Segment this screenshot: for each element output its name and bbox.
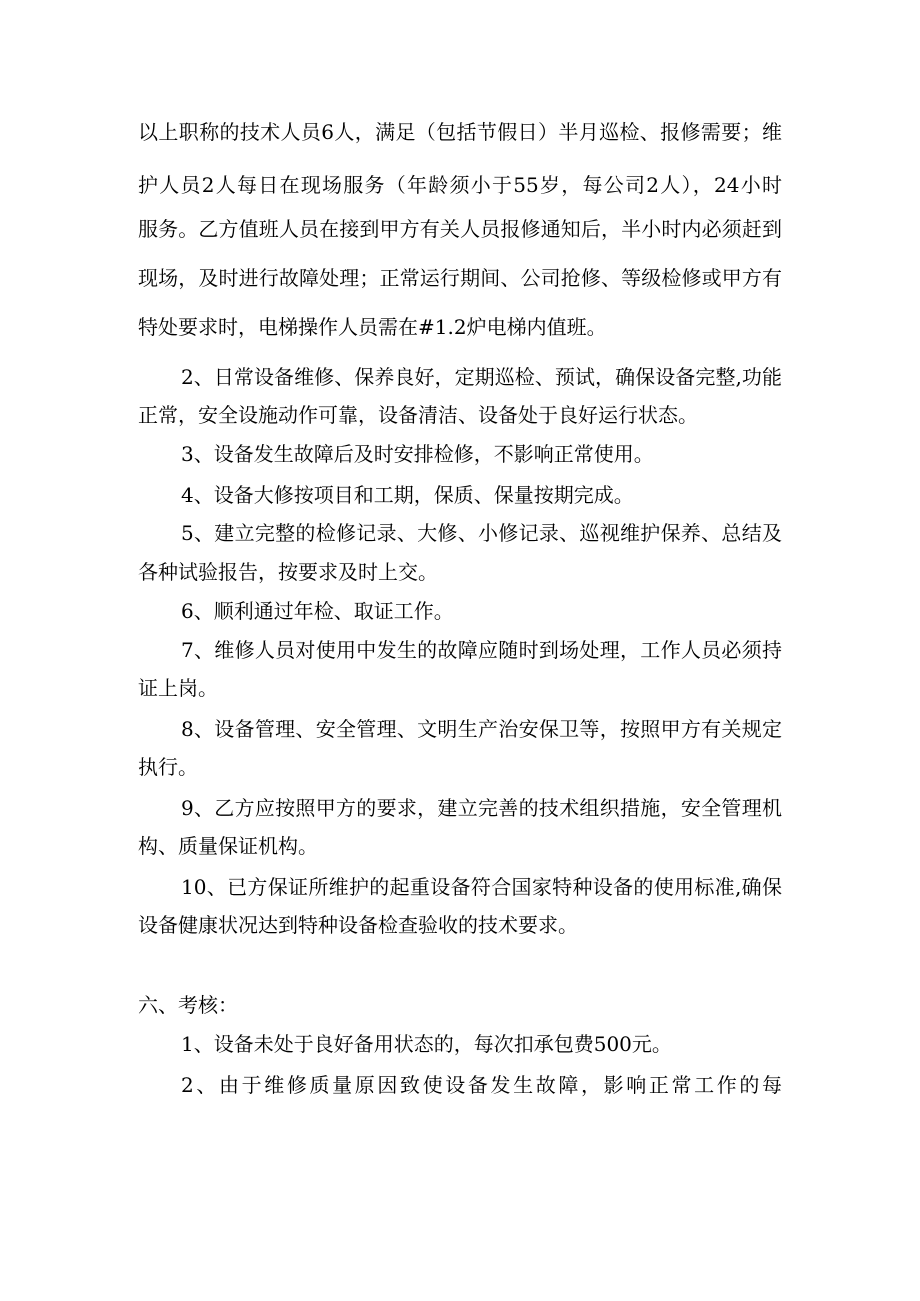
list-item-10-line-1: 10、已方保证所维护的起重设备符合国家特种设备的使用标准,确保 [181,875,782,899]
list-item-6: 6、顺利通过年检、取证工作。 [181,599,454,623]
text-line: 特处要求时，电梯操作人员需在#1.2炉电梯内值班。 [138,315,607,339]
list-item-4: 4、设备大修按项目和工期，保质、保量按期完成。 [181,483,634,507]
assessment-item-2: 2、由于维修质量原因致使设备发生故障，影响正常工作的每 [181,1073,782,1097]
list-item-9-line-1: 9、乙方应按照甲方的要求，建立完善的技术组织措施，安全管理机 [181,796,782,820]
list-item-5-line-2: 各种试验报告，按要求及时上交。 [138,560,438,584]
list-item-3: 3、设备发生故障后及时安排检修，不影响正常使用。 [181,442,654,466]
list-item-5-line-1: 5、建立完整的检修记录、大修、小修记录、巡视维护保养、总结及 [181,521,782,545]
list-item-2-line-2: 正常，安全设施动作可靠，设备清洁、设备处于良好运行状态。 [138,403,698,427]
text-line: 以上职称的技术人员6人，满足（包括节假日）半月巡检、报修需要；维 [138,120,782,144]
text-line: 现场，及时进行故障处理；正常运行期间、公司抢修、等级检修或甲方有 [138,266,782,290]
list-item-8-line-2: 执行。 [138,755,198,779]
text-line: 护人员2人每日在现场服务（年龄须小于55岁，每公司2人），24小时 [138,173,782,197]
list-item-10-line-2: 设备健康状况达到特种设备检查验收的技术要求。 [138,913,578,937]
list-item-2-line-1: 2、日常设备维修、保养良好，定期巡检、预试，确保设备完整,功能 [181,365,782,389]
text-line: 服务。乙方值班人员在接到甲方有关人员报修通知后，半小时内必须赶到 [138,217,782,241]
list-item-9-line-2: 构、质量保证机构。 [138,834,318,858]
section-heading: 六、考核： [138,993,238,1017]
list-item-8-line-1: 8、设备管理、安全管理、文明生产治安保卫等，按照甲方有关规定 [181,717,782,741]
assessment-item-1: 1、设备未处于良好备用状态的，每次扣承包费500元。 [181,1032,672,1056]
list-item-7-line-2: 证上岗。 [138,676,218,700]
list-item-7-line-1: 7、维修人员对使用中发生的故障应随时到场处理，工作人员必须持 [181,638,782,662]
